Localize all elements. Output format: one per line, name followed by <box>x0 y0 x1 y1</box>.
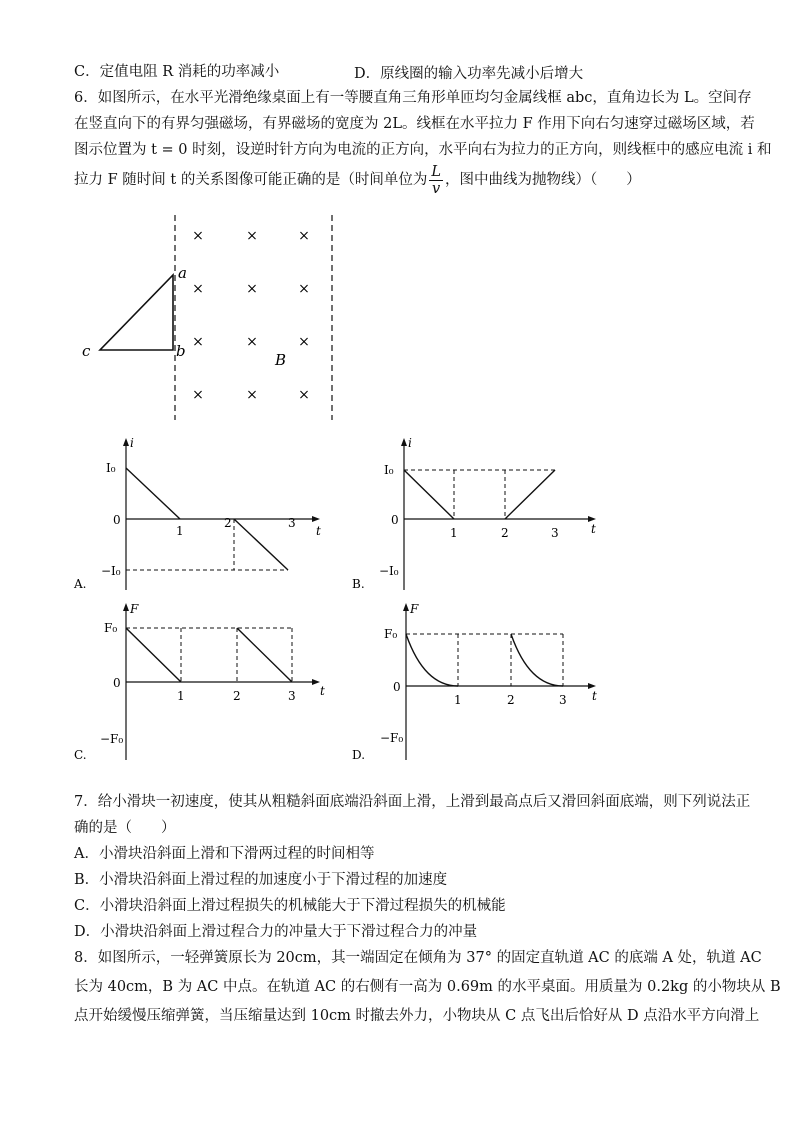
y-axis-arrow-icon <box>403 603 409 611</box>
force-segment <box>126 628 181 682</box>
y-axis-arrow-icon <box>401 438 407 446</box>
field-cross: × <box>246 334 258 350</box>
axis-label-i: i <box>130 436 134 450</box>
option-label-a: A. <box>74 577 87 591</box>
field-cross: × <box>192 281 204 297</box>
tick-1: 1 <box>176 524 184 538</box>
field-cross: × <box>298 334 310 350</box>
q6-line-1: 6．如图所示，在水平光滑绝缘桌面上有一等腰直角三角形单匝均匀金属线框 abc，直角边长为 L。空间存 <box>74 90 752 106</box>
current-segment <box>126 468 180 519</box>
vertex-label-b: b <box>176 342 186 360</box>
q7-option-d: D．小滑块沿斜面上滑过程合力的冲量大于下滑过程合力的冲量 <box>74 924 478 940</box>
axis-label-F: F <box>130 602 139 616</box>
origin-label: 0 <box>393 680 401 694</box>
field-cross: × <box>192 387 204 403</box>
q7-option-c: C．小滑块沿斜面上滑过程损失的机械能大于下滑过程损失的机械能 <box>74 898 506 914</box>
triangle-frame <box>100 275 173 350</box>
q5-option-c: C．定值电阻 R 消耗的功率减小 <box>74 64 280 80</box>
graph-a <box>70 435 360 595</box>
label-F0: F₀ <box>384 627 398 641</box>
q6-line-4 <box>74 160 641 200</box>
origin-label: 0 <box>113 676 121 690</box>
label-I0: I₀ <box>384 463 394 477</box>
current-segment <box>234 519 288 570</box>
axis-label-t: t <box>592 689 597 703</box>
q5-option-d: D．原线圈的输入功率先减小后增大 <box>354 66 584 82</box>
x-axis-arrow-icon <box>312 679 320 685</box>
fraction-denominator: v <box>432 180 441 197</box>
tick-1: 1 <box>450 526 458 540</box>
field-cross: × <box>246 387 258 403</box>
fraction-numerator: L <box>431 163 441 180</box>
q8-line-2: 长为 40cm，B 为 AC 中点。在轨道 AC 的右侧有一高为 0.69m 的水平桌面。用质量为 0.2kg 的小物块从 B <box>74 979 781 995</box>
x-axis-arrow-icon <box>312 516 320 522</box>
label-F0: F₀ <box>104 621 118 635</box>
field-cross: × <box>298 387 310 403</box>
graph-c <box>70 600 360 765</box>
tick-3: 3 <box>288 689 296 703</box>
q6-line-4b: ，图中曲线为抛物线）（ ） <box>444 172 641 188</box>
force-parabola <box>511 634 563 686</box>
origin-label: 0 <box>391 513 399 527</box>
tick-2: 2 <box>507 693 515 707</box>
label-neg-I0: −I₀ <box>101 564 121 578</box>
axis-label-t: t <box>591 522 596 536</box>
field-cross: × <box>246 281 258 297</box>
q7-option-a: A．小滑块沿斜面上滑和下滑两过程的时间相等 <box>74 846 375 862</box>
axis-label-F: F <box>410 602 419 616</box>
current-segment <box>404 470 454 519</box>
tick-2: 2 <box>224 516 232 530</box>
tick-3: 3 <box>551 526 559 540</box>
option-label-d: D. <box>352 748 366 762</box>
current-segment <box>505 470 555 519</box>
q7-option-b: B．小滑块沿斜面上滑过程的加速度小于下滑过程的加速度 <box>74 872 448 888</box>
axis-label-t: t <box>316 524 321 538</box>
vertex-label-a: a <box>178 264 187 282</box>
origin-label: 0 <box>113 513 121 527</box>
q6-line-3: 图示位置为 t = 0 时刻，设逆时针方向为电流的正方向，水平向右为拉力的正方向，则线框中的感应电流 i 和 <box>74 142 772 158</box>
q6-line-2: 在竖直向下的有界匀强磁场，有界磁场的宽度为 2L。线框在水平拉力 F 作用下向右匀速穿过磁场区域，若 <box>74 116 755 132</box>
q7-line-1: 7．给小滑块一初速度，使其从粗糙斜面底端沿斜面上滑，上滑到最高点后又滑回斜面底端，则下列说法正 <box>74 794 751 810</box>
graph-b <box>348 435 618 595</box>
q8-line-3: 点开始缓慢压缩弹簧，当压缩量达到 10cm 时撤去外力，小物块从 C 点飞出后恰好从 D 点沿水平方向滑上 <box>74 1008 760 1024</box>
label-neg-F0: −F₀ <box>100 732 124 746</box>
graph-d <box>348 600 618 765</box>
triangle-field-figure <box>70 215 350 425</box>
axis-label-i: i <box>408 436 412 450</box>
y-axis-arrow-icon <box>123 438 129 446</box>
force-parabola <box>406 634 458 686</box>
tick-1: 1 <box>454 693 462 707</box>
q7-line-2: 确的是（ ） <box>74 820 176 836</box>
vertex-label-c: c <box>82 342 91 360</box>
tick-2: 2 <box>501 526 509 540</box>
option-label-b: B. <box>352 577 365 591</box>
field-cross: × <box>298 281 310 297</box>
q8-line-1: 8．如图所示，一轻弹簧原长为 20cm，其一端固定在倾角为 37° 的固定直轨道 AC 的底端 A 处，轨道 AC <box>74 950 762 966</box>
tick-3: 3 <box>559 693 567 707</box>
tick-3: 3 <box>288 516 296 530</box>
time-unit-fraction <box>429 164 443 197</box>
y-axis-arrow-icon <box>123 603 129 611</box>
option-label-c: C. <box>74 748 87 762</box>
label-neg-I0: −I₀ <box>379 564 399 578</box>
tick-2: 2 <box>233 689 241 703</box>
field-cross: × <box>192 228 204 244</box>
field-label-B: B <box>275 351 287 369</box>
q6-line-4a: 拉力 F 随时间 t 的关系图像可能正确的是（时间单位为 <box>74 172 428 188</box>
force-segment <box>237 628 292 682</box>
field-cross: × <box>246 228 258 244</box>
label-neg-F0: −F₀ <box>380 731 404 745</box>
axis-label-t: t <box>320 684 325 698</box>
tick-1: 1 <box>177 689 185 703</box>
field-cross: × <box>298 228 310 244</box>
label-I0: I₀ <box>106 461 116 475</box>
field-cross: × <box>192 334 204 350</box>
